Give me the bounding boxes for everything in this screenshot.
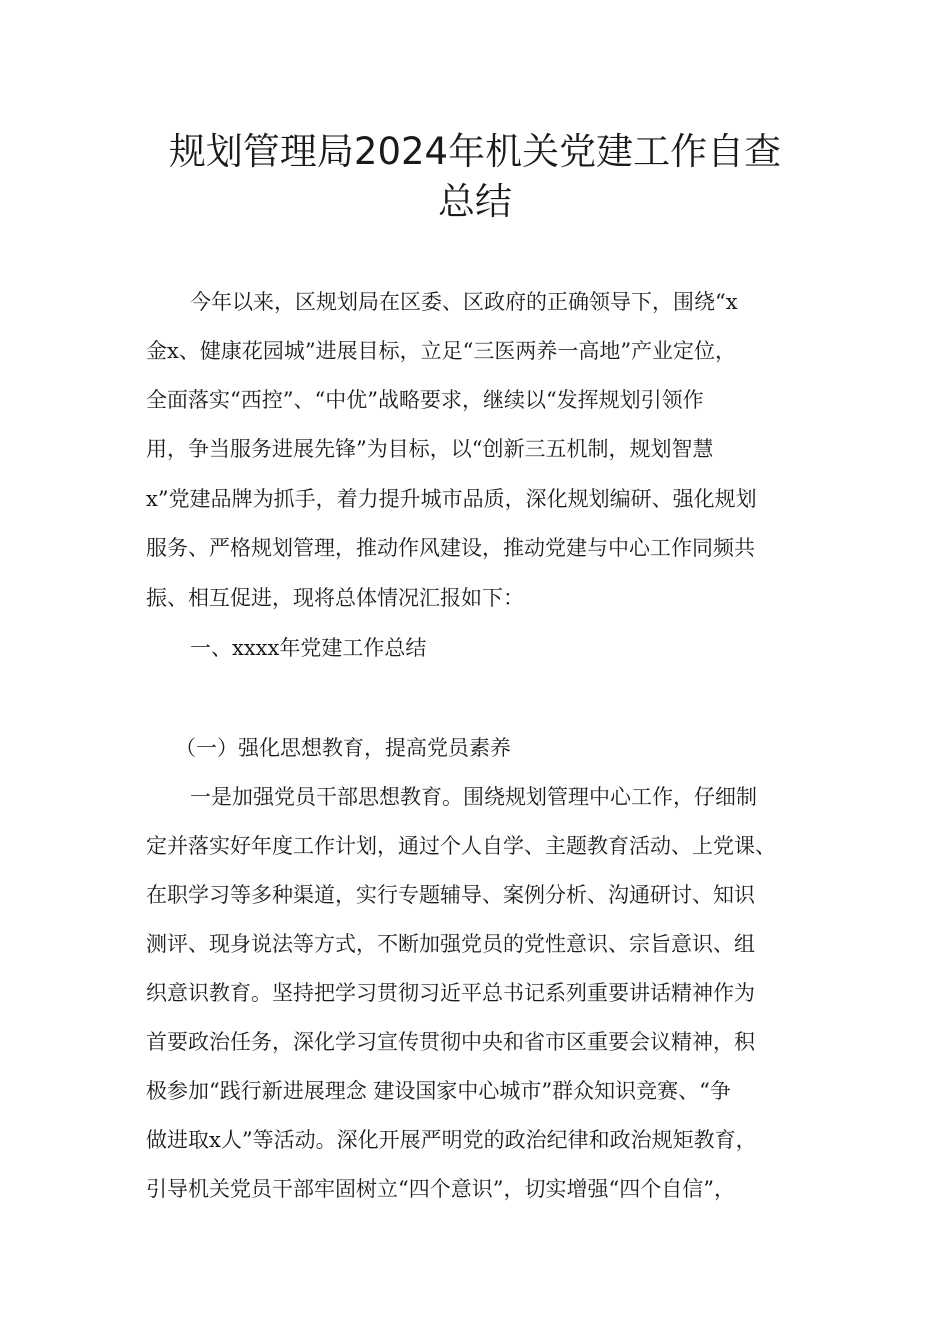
paragraph-line: 首要政治任务，深化学习宣传贯彻中央和省市区重要会议精神，积 [146, 1030, 755, 1054]
paragraph-line: 一是加强党员干部思想教育。围绕规划管理中心工作，仔细制 [190, 785, 757, 809]
paragraph-line: x”党建品牌为抓手，着力提升城市品质，深化规划编研、强化规划 [146, 487, 757, 511]
paragraph-line: 今年以来，区规划局在区委、区政府的正确领导下，围绕“x [190, 290, 738, 314]
document-title-line-2: 总结 [438, 180, 512, 223]
subsection-heading: （一）强化思想教育，提高党员素养 [175, 736, 511, 760]
section-heading: 一、xxxx年党建工作总结 [190, 636, 427, 660]
paragraph-line: 做进取x人”等活动。深化开展严明党的政治纪律和政治规矩教育， [146, 1128, 757, 1152]
document-title-line-1: 规划管理局2024年机关党建工作自查 [168, 130, 782, 173]
paragraph-line: 引导机关党员干部牢固树立“四个意识”，切实增强“四个自信”， [146, 1177, 735, 1201]
paragraph-line: 测评、现身说法等方式，不断加强党员的党性意识、宗旨意识、组 [146, 932, 755, 956]
paragraph-line: 金x、健康花园城”进展目标，立足“三医两养一高地”产业定位， [146, 339, 737, 363]
paragraph-line: 定并落实好年度工作计划，通过个人自学、主题教育活动、上党课、 [146, 834, 776, 858]
paragraph-line: 在职学习等多种渠道，实行专题辅导、案例分析、沟通研讨、知识 [146, 883, 755, 907]
paragraph-line: 服务、严格规划管理，推动作风建设，推动党建与中心工作同频共 [146, 536, 755, 560]
paragraph-line: 振、相互促进，现将总体情况汇报如下： [146, 586, 524, 610]
paragraph-line: 极参加“践行新进展理念 建设国家中心城市”群众知识竞赛、“争 [146, 1079, 731, 1103]
paragraph-line: 织意识教育。坚持把学习贯彻习近平总书记系列重要讲话精神作为 [146, 981, 755, 1005]
paragraph-line: 全面落实“西控”、“中优”战略要求，继续以“发挥规划引领作 [146, 388, 704, 412]
paragraph-line: 用，争当服务进展先锋”为目标，以“创新三五机制，规划智慧 [146, 437, 714, 461]
